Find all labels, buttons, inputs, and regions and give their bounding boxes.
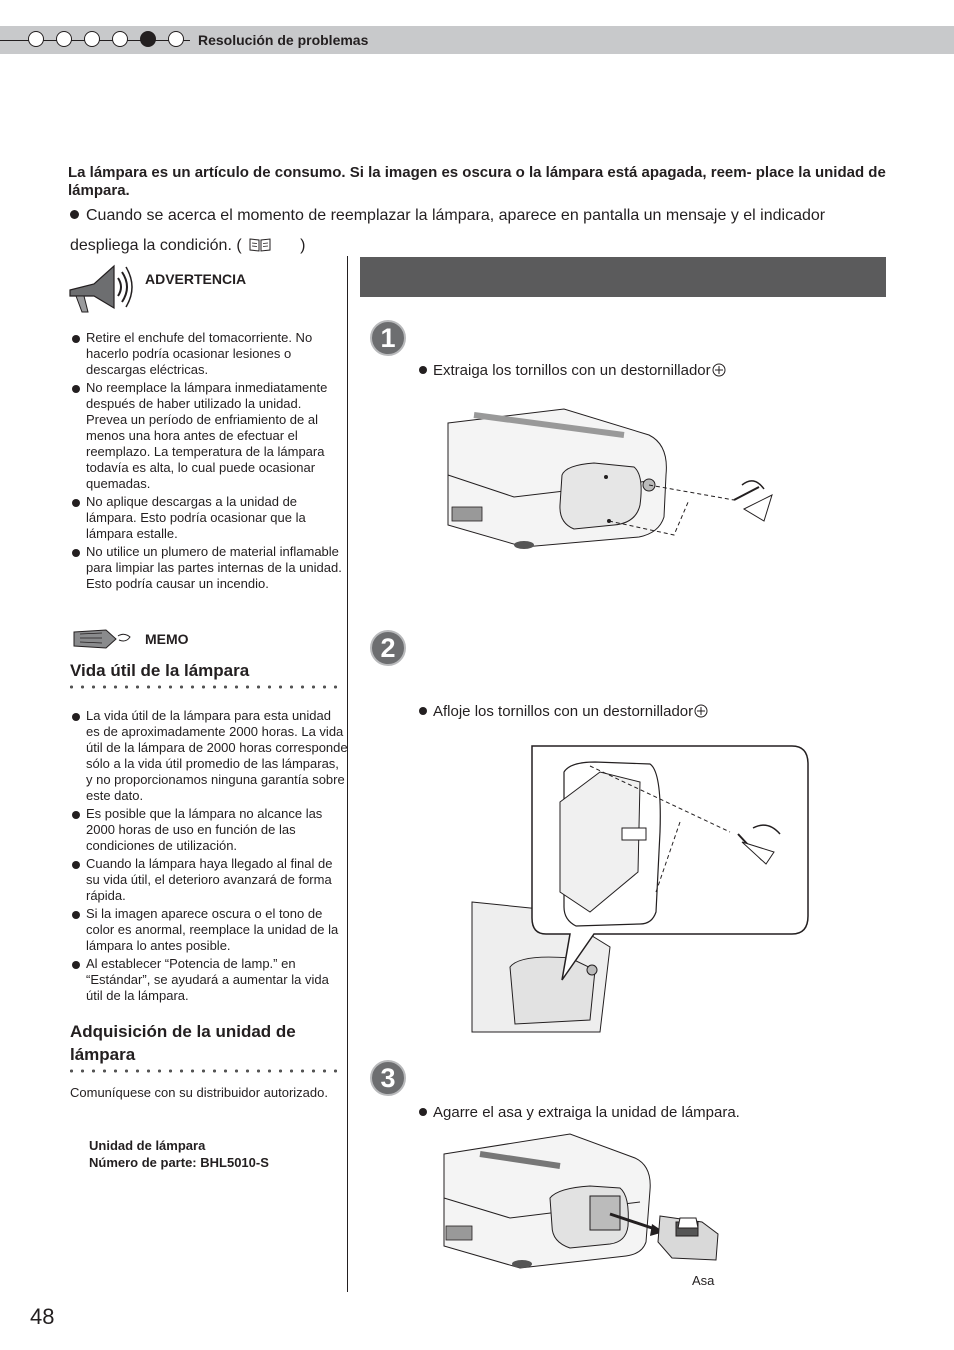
bullet-dot <box>70 210 79 219</box>
progress-line <box>30 40 190 41</box>
projector-screws-illustration <box>444 405 784 555</box>
intro-bullet-close: ) <box>300 237 306 254</box>
step-instruction <box>419 362 726 380</box>
list-item: Al establecer “Potencia de lamp.” en “Estándar”, se ayudará a aumentar la vida útil de la lámpara. <box>70 956 348 1004</box>
book-reference-icon <box>248 237 272 253</box>
progress-dot <box>84 31 100 47</box>
dotted-divider <box>66 1069 338 1073</box>
intro-bullet <box>70 201 870 261</box>
progress-dot <box>56 31 72 47</box>
phillips-screwdriver-icon <box>694 704 708 718</box>
part-label: Unidad de lámpara <box>89 1138 206 1153</box>
list-item: No utilice un plumero de material inflamable para limpiar las partes internas de la unidad. Esto podría causar un incendio. <box>70 544 342 592</box>
section-title: Resolución de problemas <box>198 32 369 48</box>
part-info <box>89 1137 269 1171</box>
purchase-heading: Adquisición de la unidad de lámpara <box>70 1022 296 1064</box>
step-text: Afloje los tornillos con un destornillador <box>433 703 694 720</box>
lamp-life-heading: Vida útil de la lámpara <box>70 661 250 680</box>
progress-dot <box>112 31 128 47</box>
warning-list <box>70 330 342 594</box>
step-number-circle: 3 <box>370 1060 406 1096</box>
step-number-circle: 1 <box>370 320 406 356</box>
lamp-life-list <box>70 708 348 1006</box>
header-rule <box>0 40 30 41</box>
purchase-text: Comuníquese con su distribuidor autorizado. <box>70 1085 328 1100</box>
memo-title: MEMO <box>145 631 189 647</box>
dotted-divider <box>66 685 338 689</box>
list-item: No aplique descargas a la unidad de lámpara. Esto podría ocasionar que la lámpara estalle. <box>70 494 342 542</box>
bullet-dot <box>419 707 427 715</box>
part-number: Número de parte: BHL5010-S <box>89 1155 269 1170</box>
intro-bold-text: La lámpara es un artículo de consumo. Si la imagen es oscura o la lámpara está apagada, reem- place la unidad de lámpara. <box>68 164 886 199</box>
intro-bullet-text: Cuando se acerca el momento de reemplazar la lámpara, aparece en pantalla un mensaje y el indicador despliega la condición. ( <box>70 207 826 254</box>
lamp-cover-zoom-illustration <box>470 742 812 1038</box>
step-instruction <box>419 1104 740 1122</box>
list-item: Cuando la lámpara haya llegado al final de su vida útil, el deterioro avanzará de forma rápida. <box>70 856 348 904</box>
procedure-header-bar <box>360 257 886 297</box>
list-item: Es posible que la lámpara no alcance las 2000 horas de uso en función de las condiciones de utilización. <box>70 806 348 854</box>
lamp-removal-illustration <box>440 1130 722 1272</box>
step-text: Extraiga los tornillos con un destornillador <box>433 362 711 379</box>
progress-dot <box>168 31 184 47</box>
handle-label: Asa <box>692 1273 715 1288</box>
progress-dot <box>28 31 44 47</box>
page-number: 48 <box>30 1304 55 1329</box>
step-instruction <box>419 703 708 721</box>
warning-title: ADVERTENCIA <box>145 271 247 287</box>
step-number-circle: 2 <box>370 630 406 666</box>
bullet-dot <box>419 366 427 374</box>
step-text: Agarre el asa y extraiga la unidad de lámpara. <box>433 1104 740 1121</box>
bullet-dot <box>419 1108 427 1116</box>
list-item: Retire el enchufe del tomacorriente. No hacerlo podría ocasionar lesiones o descargas eléctricas. <box>70 330 342 378</box>
list-item: Si la imagen aparece oscura o el tono de color es anormal, reemplace la unidad de la lámpara lo antes posible. <box>70 906 348 954</box>
pencil-memo-icon <box>72 628 136 650</box>
phillips-screwdriver-icon <box>712 363 726 377</box>
list-item: No reemplace la lámpara inmediatamente después de haber utilizado la unidad. Prevea un período de enfriamiento de al menos una hora antes de efectuar el reemplazo. La temperatura de la lámpara todavía es alta, lo cual puede ocasionar quemadas. <box>70 380 342 492</box>
megaphone-warning-icon <box>66 260 134 318</box>
list-item: La vida útil de la lámpara para esta unidad es de aproximadamente 2000 horas. La vida útil de la lámpara de 2000 horas corresponde sólo a la vida útil promedio de las lámparas, y no proporcionamos ninguna garantía sobre este dato. <box>70 708 348 804</box>
progress-dot-active <box>140 31 156 47</box>
